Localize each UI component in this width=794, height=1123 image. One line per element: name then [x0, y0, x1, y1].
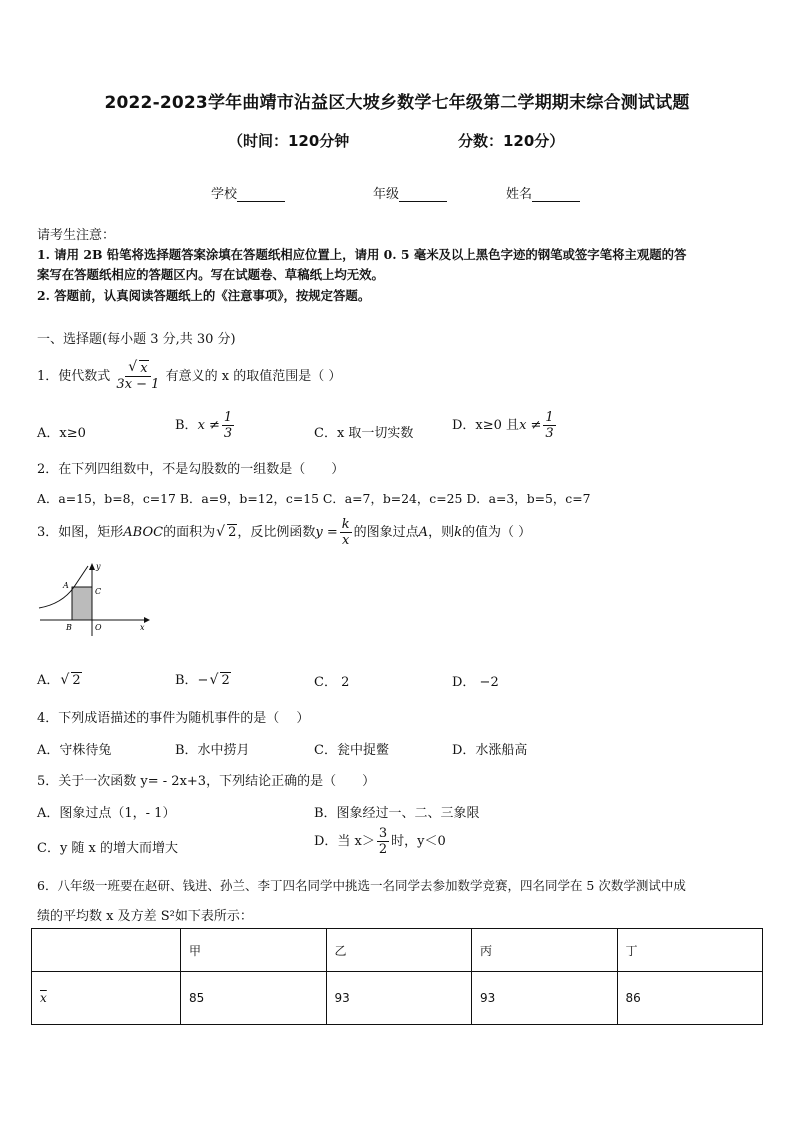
q3-k: k [341, 517, 350, 532]
school-label: 学校 [211, 187, 238, 202]
q1-suffix: 有意义的 x 的取值范围是（ ） [165, 369, 342, 384]
q1-fraction: √ x 3x − 1 [116, 359, 160, 392]
q3-a-root: 2 [72, 673, 81, 688]
fig-label-x: x [140, 623, 145, 632]
q4-option-b: B．水中捞月 [175, 743, 250, 758]
q3-option-c: C． 2 [314, 675, 350, 690]
q1-numerator: x [140, 361, 148, 376]
question-4-stem: 4．下列成语描述的事件为随机事件的是（ ） [37, 711, 310, 726]
q1-prefix: 1．使代数式 [37, 369, 111, 384]
q4-option-a: A．守株待兔 [37, 743, 112, 758]
school-field [211, 183, 285, 202]
q5-option-c: C．y 随 x 的增大而增大 [37, 841, 179, 856]
table-row [32, 972, 763, 1025]
header-cell-blank [32, 929, 181, 972]
q1-option-c: C．x 取一切实数 [314, 426, 414, 441]
row-label-mean [32, 972, 181, 1025]
header-cell-bing: 丙 [472, 929, 618, 972]
q3-mid2: ，反比例函数 [237, 525, 316, 540]
q3-b-prefix: B．− [175, 673, 209, 688]
q1-option-a: A．x≥0 [37, 426, 86, 441]
fig-label-o: O [95, 623, 102, 632]
q3-rect: ABOC [123, 525, 164, 540]
header-cell-ding: 丁 [617, 929, 763, 972]
q3-prefix: 3．如图，矩形 [37, 525, 124, 540]
q3-option-b: B．− √ 2 [175, 672, 230, 688]
fig-label-a: A [63, 581, 69, 590]
q3-y: y = [315, 525, 338, 540]
q3-a-prefix: A． [37, 673, 60, 688]
fig-label-y: y [96, 562, 101, 571]
q5-d-prefix: D．当 x＞ [314, 834, 375, 849]
mean-symbol: $\overline{x}$ [40, 991, 47, 1005]
name-label: 姓名 [506, 187, 533, 202]
q5-option-a: A．图象过点（1，- 1） [37, 806, 176, 821]
q5-d-suffix: 时，y＜0 [391, 834, 446, 849]
q3-mid4: ，则 [428, 525, 455, 540]
q3-suffix: 的值为（ ） [461, 525, 532, 540]
question-1-stem [37, 359, 341, 395]
q3-root: 2 [228, 525, 237, 540]
question-2-options: A．a=15，b=8，c=17 B．a=9，b=12，c=15 C．a=7，b=24，c=25 D．a=3，b=5，c=7 [37, 491, 591, 506]
notice-line-1a: 1. 请用 2B 铅笔将选择题答案涂填在答题纸相应位置上，请用 0. 5 毫米及以上黑色字迹的钢笔或签字笔将主观题的答 [37, 247, 687, 262]
q1-b-den: 3 [223, 426, 233, 441]
header-cell-yi: 乙 [326, 929, 472, 972]
q1-d-den: 3 [545, 426, 554, 441]
q3-mid3: 的图象过点 [353, 525, 419, 540]
name-field [506, 183, 580, 202]
q1-b-prefix: B． [175, 418, 198, 433]
y-axis-arrow [89, 563, 95, 570]
score-table [31, 928, 763, 1025]
name-blank [532, 188, 580, 202]
q3-point-a: A [418, 525, 429, 540]
grade-field [373, 183, 447, 202]
q1-denominator: 3x − 1 [116, 377, 160, 392]
question-5-stem: 5．关于一次函数 y= - 2x+3，下列结论正确的是（ ） [37, 774, 376, 789]
notice-line-1b: 案写在答题纸相应的答题区内。写在试题卷、草稿纸上均无效。 [37, 267, 384, 282]
fig-label-c: C [95, 587, 102, 596]
q3-option-d: D． −2 [452, 675, 499, 690]
q5-option-b: B．图象经过一、二、三象限 [314, 806, 480, 821]
shaded-rectangle [72, 587, 92, 620]
question-3-stem: 3．如图，矩形ABOC的面积为 √ 2，反比例函数y = $\frac{k}{x}$ 的图象过点A，则k的值为（ ） [37, 517, 532, 548]
q5-option-d [314, 826, 446, 857]
q3-k2: k [454, 525, 462, 540]
section-heading: 一、选择题(每小题 3 分,共 30 分) [37, 332, 236, 347]
table-header-row [32, 929, 763, 972]
q4-option-d: D．水涨船高 [452, 743, 528, 758]
grade-blank [399, 188, 447, 202]
x-axis-arrow [144, 617, 150, 623]
time-label: （时间：120分钟 [228, 132, 350, 150]
cell-bing-mean: 93 [472, 972, 618, 1025]
q1-option-b [175, 410, 236, 441]
q1-b-math: x ≠ [197, 418, 220, 433]
grade-label: 年级 [373, 187, 400, 202]
exam-title: 2022-2023学年曲靖市沾益区大坡乡数学七年级第二学期期末综合测试试题 [104, 93, 690, 113]
q3-x: x [342, 533, 350, 548]
question-6-line-1: 6．八年级一班要在赵研、钱进、孙兰、李丁四名同学中挑选一名同学去参加数学竞赛，四名同学在 5 次数学测试中成 [37, 878, 686, 893]
cell-ding-mean: 86 [617, 972, 763, 1025]
q1-option-d [452, 410, 558, 441]
question-6-line-2: 绩的平均数 x 及方差 S²如下表所示： [37, 909, 253, 924]
q5-d-num: 3 [378, 826, 388, 841]
school-blank [237, 188, 285, 202]
notice-line-2: 2. 答题前，认真阅读答题纸上的《注意事项》，按规定答题。 [37, 288, 371, 303]
q3-option-a: A． √ 2 [37, 672, 81, 688]
header-cell-jia: 甲 [181, 929, 327, 972]
q5-d-den: 2 [378, 842, 388, 857]
cell-jia-mean: 85 [181, 972, 327, 1025]
q3-figure [34, 560, 154, 638]
question-2-stem: 2．在下列四组数中，不是勾股数的一组数是（ ） [37, 462, 345, 477]
score-label: 分数：120分） [458, 132, 565, 150]
cell-yi-mean: 93 [326, 972, 472, 1025]
q3-mid1: 的面积为 [163, 525, 216, 540]
q1-d-num: 1 [545, 410, 554, 425]
fig-label-b: B [66, 623, 72, 632]
q1-d-prefix: D．x≥0 且 [452, 418, 520, 433]
notice-heading: 请考生注意： [37, 228, 116, 243]
q3-b-root: 2 [221, 673, 230, 688]
q1-b-num: 1 [223, 410, 233, 425]
q1-d-math: x ≠ [519, 418, 542, 433]
q4-option-c: C．瓮中捉鳖 [314, 743, 389, 758]
